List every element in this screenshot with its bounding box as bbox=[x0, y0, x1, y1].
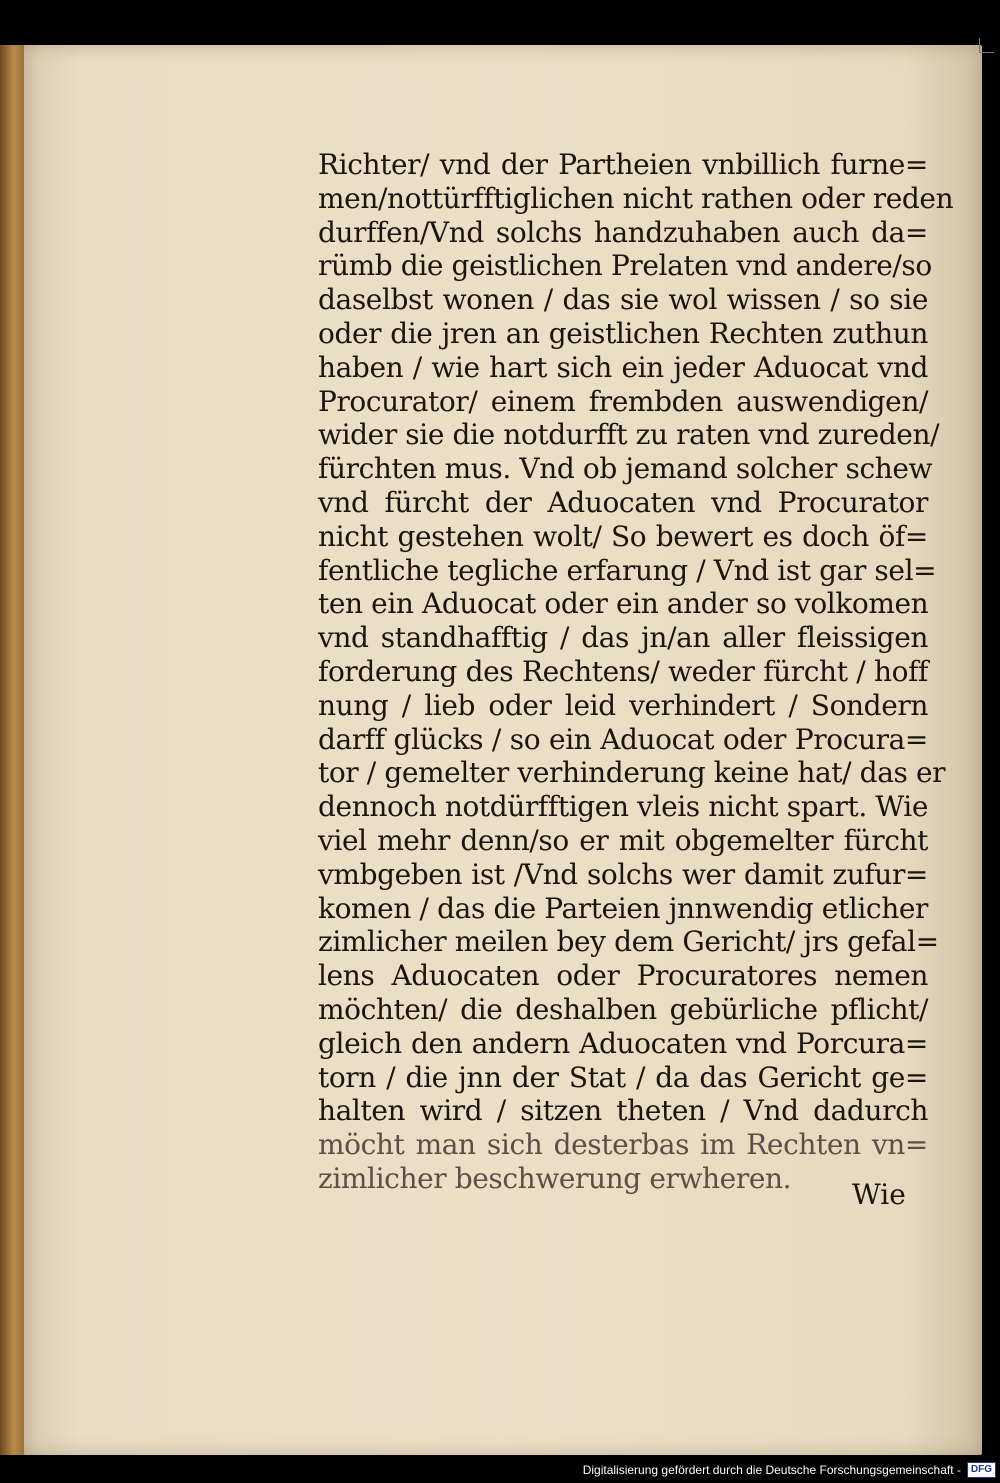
text-line: halten wird / sitzen theten / Vnd dadurch bbox=[318, 1094, 928, 1128]
text-line: viel mehr denn/so er mit obgemelter fürcht bbox=[318, 823, 928, 857]
text-line: vnd standhafftig / das jn/an aller fleissigen bbox=[318, 621, 928, 655]
text-line: lens Aduocaten oder Procuratores nemen bbox=[318, 959, 928, 993]
text-line: oder die jren an geistlichen Rechten zuthun bbox=[318, 316, 928, 350]
text-line: gleich den andern Aduocaten vnd Porcura= bbox=[318, 1026, 928, 1060]
text-line: Richter/ vnd der Partheien vnbillich furne= bbox=[318, 148, 928, 181]
text-line: forderung des Rechtens/ weder fürcht / hoff bbox=[318, 654, 928, 688]
text-line: dennoch notdürfftigen vleis nicht spart. Wie bbox=[318, 790, 928, 824]
text-block bbox=[318, 148, 954, 1196]
text-line: vmbgeben ist /Vnd solchs wer damit zufur= bbox=[318, 857, 928, 891]
text-line: Procurator/ einem frembden auswendigen/ bbox=[318, 384, 928, 418]
text-line: zimlicher meilen bey dem Gericht/ jrs gefal= bbox=[318, 925, 939, 959]
text-line: möcht man sich desterbas im Rechten vn= bbox=[318, 1128, 928, 1162]
text-line: fürchten mus. Vnd ob jemand solcher schew bbox=[318, 452, 933, 486]
text-line: zimlicher beschwerung erwheren. bbox=[318, 1161, 792, 1195]
text-line: durffen/Vnd solchs handzuhaben auch da= bbox=[318, 215, 928, 249]
text-line: komen / das die Parteien jnnwendig etlicher bbox=[318, 891, 928, 925]
text-line: rümb die geistlichen Prelaten vnd andere/so bbox=[318, 249, 932, 283]
text-line: torn / die jnn der Stat / da das Gericht ge= bbox=[318, 1060, 928, 1094]
footer-credit: Digitalisierung gefördert durch die Deutsche Forschungsgemeinschaft - bbox=[582, 1463, 961, 1477]
digitization-footer bbox=[583, 1457, 996, 1483]
text-line: wider sie die notdurfft zu raten vnd zureden/ bbox=[318, 418, 940, 452]
text-line: vnd fürcht der Aduocaten vnd Procurator bbox=[318, 485, 928, 519]
dfg-logo: DFG bbox=[967, 1462, 996, 1478]
crop-corner-mark bbox=[979, 38, 994, 53]
text-line: tor / gemelter verhinderung keine hat/ das er bbox=[318, 756, 946, 790]
text-line: darff glücks / so ein Aduocat oder Procura= bbox=[318, 722, 928, 756]
text-line: nicht gestehen wolt/ So bewert es doch öf= bbox=[318, 519, 928, 553]
text-line: möchten/ die deshalben gebürliche pflicht/ bbox=[318, 992, 928, 1026]
catchword: Wie bbox=[852, 1178, 906, 1211]
text-line: fentliche tegliche erfarung / Vnd ist gar sel= bbox=[318, 553, 937, 587]
text-line: ten ein Aduocat oder ein ander so volkomen bbox=[318, 587, 929, 621]
text-line: haben / wie hart sich ein jeder Aduocat vnd bbox=[318, 350, 928, 384]
text-line: men/nottürfftiglichen nicht rathen oder reden bbox=[318, 181, 954, 215]
text-line: nung / lieb oder leid verhindert / Sondern bbox=[318, 688, 928, 722]
text-line: daselbst wonen / das sie wol wissen / so sie bbox=[318, 283, 928, 317]
